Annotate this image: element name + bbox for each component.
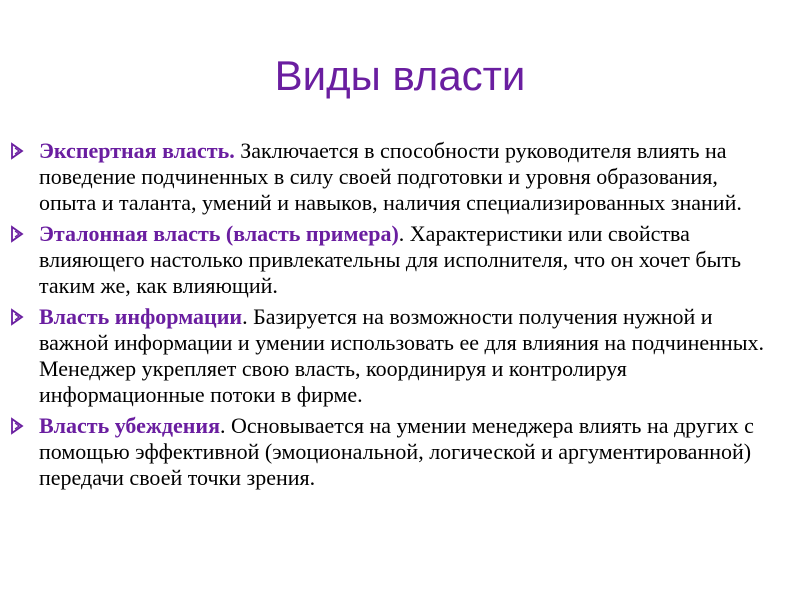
hollow-arrow-bullet-icon [10, 225, 24, 243]
item-term: Экспертная власть. [39, 138, 235, 163]
item-text: . Основывается на умении менеджера влиять на других с помощью эффективной (эмоциональной, логической и аргументированной) передачи своей точки зрения. [39, 413, 754, 490]
list-item [10, 221, 770, 299]
item-term: Эталонная власть (власть примера) [39, 221, 399, 246]
item-text: . Базируется на возможности получения нужной и важной информации и умении использовать ее для влияния на подчиненных. Менеджер укрепляет свою власть, координируя и контролируя информационные потоки в фирме. [39, 304, 764, 407]
item-text: . Характеристики или свойства влияющего настолько привлекательны для исполнителя, что он хочет быть таким же, как влияющий. [39, 221, 742, 298]
list-item [10, 304, 770, 408]
item-term: Власть информации [39, 304, 243, 329]
hollow-arrow-bullet-icon [10, 417, 24, 435]
item-term: Власть убеждения [39, 413, 221, 438]
slide-title: Виды власти [274, 52, 526, 99]
list-item [10, 413, 770, 491]
item-text: Заключается в способности руководителя влиять на поведение подчиненных в силу своей подготовки и уровня образования, опыта и таланта, умений и навыков, наличия специализированных знаний. [39, 138, 742, 215]
hollow-arrow-bullet-icon [10, 308, 24, 326]
list-item [10, 138, 770, 216]
hollow-arrow-bullet-icon [10, 142, 24, 160]
bullet-list [10, 138, 770, 496]
